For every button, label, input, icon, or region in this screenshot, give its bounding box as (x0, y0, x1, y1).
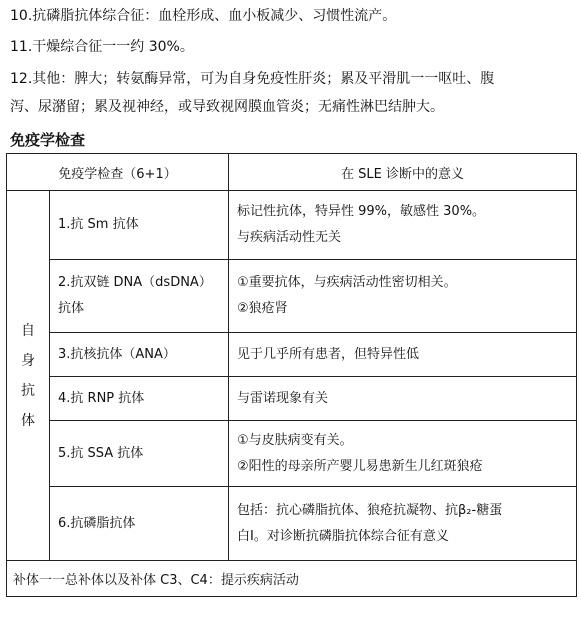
group-char: 体 (21, 412, 35, 429)
header-meaning: 在 SLE 诊断中的意义 (229, 154, 577, 191)
header-test: 免疫学检查（6+1） (7, 154, 229, 191)
table-row (7, 421, 577, 487)
table-header-row (7, 154, 577, 191)
table-row (7, 377, 577, 421)
meaning-cell: ①重要抗体，与疾病活动性密切相关。 ②狼疮肾 (229, 260, 577, 333)
meaning-cell: 包括：抗心磷脂抗体、狼疮抗凝物、抗β₂-糖蛋 白Ⅰ。对诊断抗磷脂抗体综合征有意义 (229, 487, 577, 561)
meaning-cell: 见于几乎所有患者，但特异性低 (229, 333, 577, 377)
test-cell: 5.抗 SSA 抗体 (50, 421, 229, 487)
group-char: 身 (21, 352, 35, 369)
text-line-12: 12.其他：脾大；转氨酶异常，可为自身免疫性肝炎；累及平滑肌一一呕吐、腹 (10, 71, 495, 87)
group-char: 抗 (21, 382, 35, 399)
test-cell: 6.抗磷脂抗体 (50, 487, 229, 561)
test-cell: 1.抗 Sm 抗体 (50, 191, 229, 260)
test-cell: 4.抗 RNP 抗体 (50, 377, 229, 421)
group-char: 自 (21, 322, 35, 339)
test-cell: 2.抗双链 DNA（dsDNA） 抗体 (50, 260, 229, 333)
meaning-cell: ①与皮肤病变有关。 ②阳性的母亲所产婴儿易患新生儿红斑狼疮 (229, 421, 577, 487)
section-heading: 免疫学检查 (10, 131, 86, 149)
row-group-label (7, 191, 50, 561)
text-line-10: 10.抗磷脂抗体综合征：血栓形成、血小板减少、习惯性流产。 (10, 8, 397, 24)
table-row (7, 333, 577, 377)
table-row (7, 487, 577, 561)
text-line-12-cont: 泻、尿潴留；累及视神经，或导致视网膜血管炎；无痛性淋巴结肿大。 (10, 99, 444, 115)
text-line-11: 11.干燥综合征一一约 30%。 (10, 39, 194, 55)
immunology-table (6, 153, 577, 597)
test-cell: 3.抗核抗体（ANA） (50, 333, 229, 377)
table-row (7, 260, 577, 333)
meaning-cell: 与雷诺现象有关 (229, 377, 577, 421)
meaning-cell: 标记性抗体，特异性 99%，敏感性 30%。 与疾病活动性无关 (229, 191, 577, 260)
complement-note: 补体一一总补体以及补体 C3、C4：提示疾病活动 (7, 561, 577, 597)
table-row (7, 191, 577, 260)
table-footer-row (7, 561, 577, 597)
